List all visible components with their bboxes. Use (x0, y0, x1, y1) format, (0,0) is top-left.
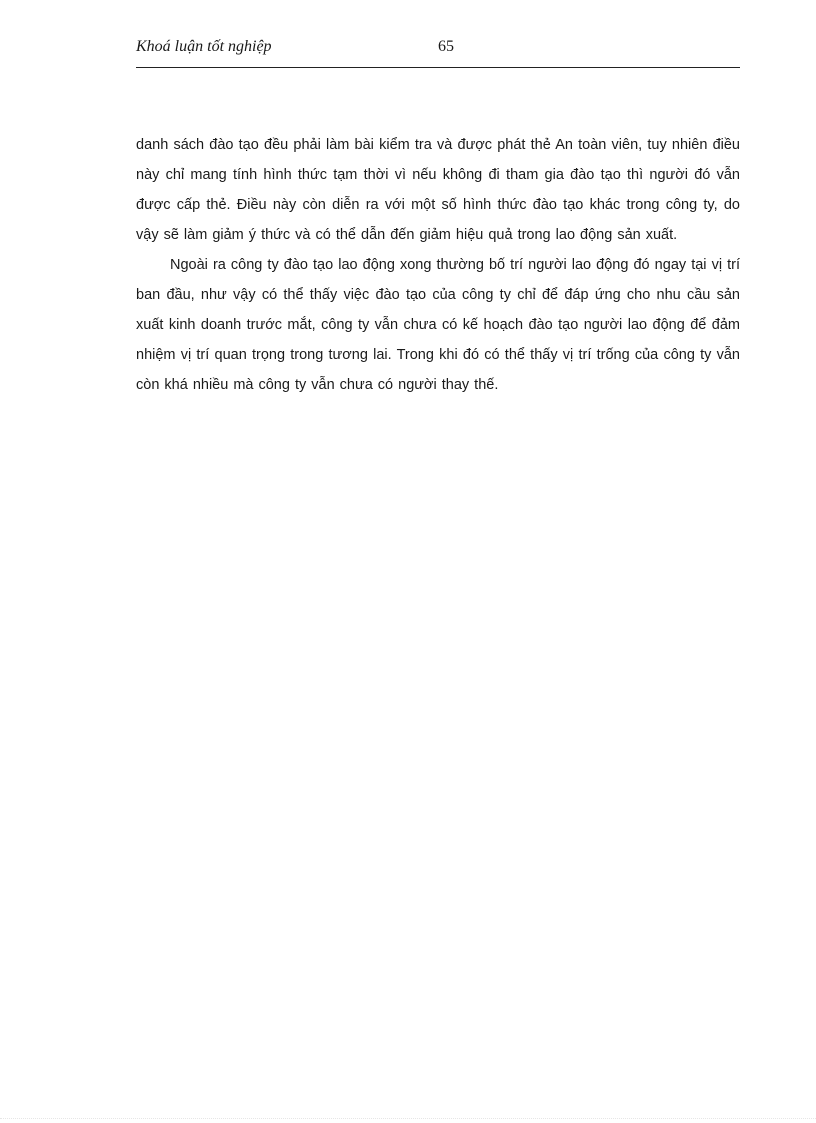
header-title: Khoá luận tốt nghiệp (136, 38, 272, 55)
body-text (136, 130, 740, 400)
paragraph: Ngoài ra công ty đào tạo lao động xong thường bố trí người lao động đó ngay tại vị trí ban đầu, như vậy có thể thấy việc đào tạo của công ty chỉ để đáp ứng cho nhu cầu sản xuất kinh doanh trước mắt, công ty vẫn chưa có kế hoạch đào tạo người lao động để đảm nhiệm vị trí quan trọng trong tương lai. Trong khi đó có thể thấy vị trí trống của công ty vẫn còn khá nhiều mà công ty vẫn chưa có người thay thế. (136, 257, 740, 393)
page-number: 65 (438, 38, 454, 55)
page-bottom-edge (0, 1118, 816, 1119)
paragraph-continued: danh sách đào tạo đều phải làm bài kiểm tra và được phát thẻ An toàn viên, tuy nhiên điều này chỉ mang tính hình thức tạm thời vì nếu không đi tham gia đào tạo thì người đó vẫn được cấp thẻ. Điều này còn diễn ra với một số hình thức đào tạo khác trong công ty, do vậy sẽ làm giảm ý thức và có thể dẫn đến giảm hiệu quả trong lao động sản xuất. (136, 137, 740, 243)
running-header (136, 36, 740, 68)
